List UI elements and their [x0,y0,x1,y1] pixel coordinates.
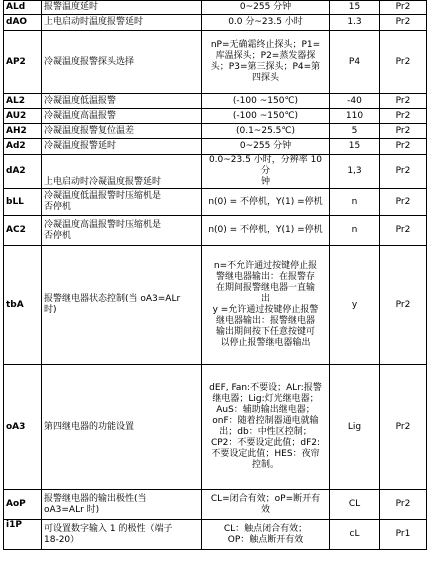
table-row [4,139,427,155]
param-code: oA3 [4,365,42,490]
param-default: n [330,216,380,246]
param-level: Pr1 [380,520,427,550]
param-code: AH2 [4,124,42,139]
param-description: 报警继电器状态控制(当 oA3=ALr 时) [42,246,202,365]
param-description: 报警温度延时 [42,1,202,15]
param-description: 冷凝温度高温报警时压缩机是 否停机 [42,216,202,246]
table-row [4,490,427,520]
param-description: 报警继电器的输出极性(当 oA3=ALr 时) [42,490,202,520]
param-code: i1P [4,520,42,550]
param-level: Pr2 [380,94,427,109]
param-range: 0~255 分钟 [202,139,330,155]
param-level: Pr2 [380,216,427,246]
param-level: Pr2 [380,155,427,189]
param-level: Pr2 [380,15,427,31]
param-level: Pr2 [380,124,427,139]
param-default: -40 [330,94,380,109]
param-default: P4 [330,31,380,94]
param-level: Pr2 [380,31,427,94]
table-row [4,109,427,124]
param-code: AL2 [4,94,42,109]
parameter-table [3,0,427,550]
param-code: AoP [4,490,42,520]
param-description: 冷凝温度报警探头选择 [42,31,202,94]
table-row [4,246,427,365]
param-default: cL [330,520,380,550]
param-description: 上电启动时温度报警延时 [42,15,202,31]
param-level: Pr2 [380,189,427,216]
table-row [4,520,427,550]
param-level: Pr2 [380,490,427,520]
param-code: bLL [4,189,42,216]
param-code: AC2 [4,216,42,246]
param-description: 冷凝温度低温报警 [42,94,202,109]
param-level: Pr2 [380,365,427,490]
param-default: 15 [330,139,380,155]
param-description: 冷凝温度低温报警时压缩机是 否停机 [42,189,202,216]
param-default: 1.3 [330,15,380,31]
param-range: 0.0 分~23.5 小时 [202,15,330,31]
param-description: 上电启动时冷凝温度报警延时 [42,155,202,189]
param-default: 1,3 [330,155,380,189]
table-row [4,124,427,139]
param-range: CL=闭合有效；oP=断开有 效 [202,490,330,520]
table-row [4,1,427,15]
param-default: 15 [330,1,380,15]
param-range: n=不允许通过按键停止报 警继电器输出：在报警存 在期间报警继电器一直输 出 y =允许通过按键停止报警 继电器输出：报警继电器 输出期间按下任意按键可 以停止报警继电器输出 [202,246,330,365]
param-code: AU2 [4,109,42,124]
param-code: dAO [4,15,42,31]
param-level: Pr2 [380,246,427,365]
param-default: Lig [330,365,380,490]
param-description: 第四继电器的功能设置 [42,365,202,490]
param-code: dA2 [4,155,42,189]
param-default: n [330,189,380,216]
param-description: 冷凝温度报警复位温差 [42,124,202,139]
table-row [4,216,427,246]
param-default: 110 [330,109,380,124]
table-row [4,365,427,490]
param-level: Pr2 [380,109,427,124]
table-row [4,94,427,109]
param-default: 5 [330,124,380,139]
table-row [4,155,427,189]
param-description: 冷凝温度高温报警 [42,109,202,124]
param-range: (-100 ~150℃) [202,109,330,124]
param-code: Ad2 [4,139,42,155]
param-description: 冷凝温度报警延时 [42,139,202,155]
param-code: ALd [4,1,42,15]
param-description: 可设置数字输入 1 的极性（端子 18-20） [42,520,202,550]
param-range: CL：触点闭合有效； OP：触点断开有效 [202,520,330,550]
param-code: tbA [4,246,42,365]
table-row [4,15,427,31]
param-range: dEF, Fan:不要设；ALr:报警 继电器；Lig:灯光继电器； AuS：辅助输出继电器； onF：随着控制器通电就输 出；db：中性区控制； CP2：不要设定此值；dF2: 不要设定此值；HES：夜帘 控制。 [202,365,330,490]
param-range: 0.0~23.5 小时，分辨率 10 分 钟 [202,155,330,189]
param-range: (-100 ~150℃) [202,94,330,109]
table-row [4,31,427,94]
param-default: y [330,246,380,365]
param-range: 0~255 分钟 [202,1,330,15]
param-range: (0.1~25.5℃) [202,124,330,139]
param-range: nP=无确霜终止探头；P1= 库温探头；P2=蒸发器探 头；P3=第三探头；P4=第 四探头 [202,31,330,94]
param-range: n(0) = 不停机，Y(1) =停机 [202,189,330,216]
param-code: AP2 [4,31,42,94]
param-level: Pr2 [380,1,427,15]
param-level: Pr2 [380,139,427,155]
table-row [4,189,427,216]
param-range: n(0) = 不停机，Y(1) =停机 [202,216,330,246]
param-default: CL [330,490,380,520]
